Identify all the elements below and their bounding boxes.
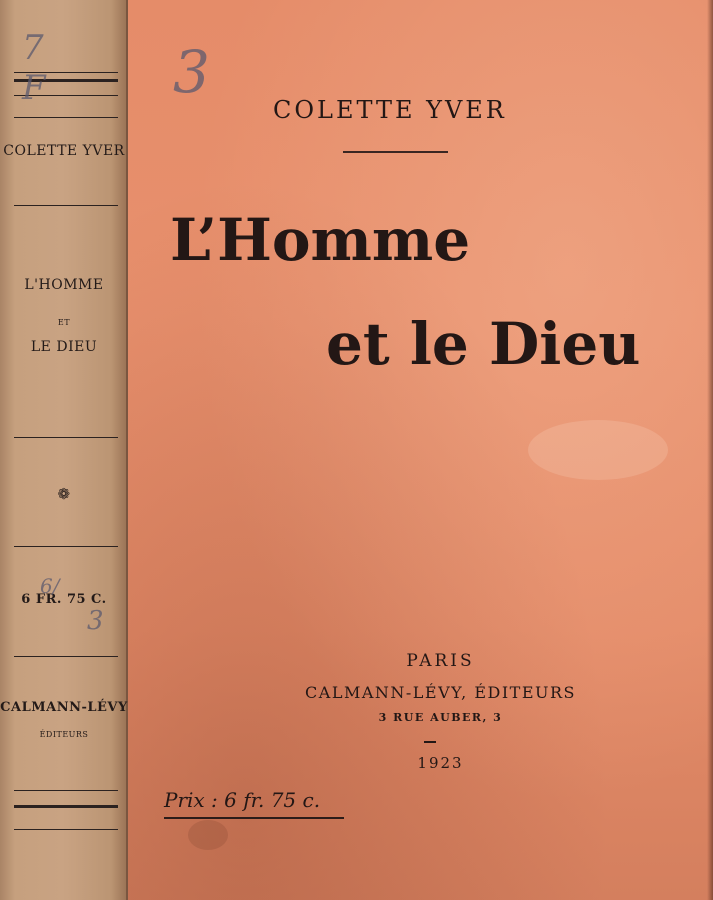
cover-title-line1: L’Homme <box>170 206 471 274</box>
handwritten-scribble: 6/ <box>40 574 60 598</box>
spine-ornament-icon: ❁ <box>57 485 71 503</box>
book-spine <box>0 0 128 900</box>
spine-rule <box>14 546 118 547</box>
imprint-publisher: CALMANN-LÉVY, ÉDITEURS <box>305 683 576 702</box>
spine-rule <box>14 437 118 438</box>
handwritten-shelfmark: 7 F <box>22 28 78 108</box>
spine-rule <box>14 790 118 791</box>
imprint-dash <box>424 741 436 743</box>
spine-price: 6 FR. 75 C. <box>21 592 107 607</box>
cover-title-line2: et le Dieu <box>326 310 641 378</box>
spine-author: COLETTE YVER <box>3 143 125 159</box>
cover-author: COLETTE YVER <box>273 96 507 124</box>
spine-rule <box>14 656 118 657</box>
price-rule <box>164 817 344 819</box>
author-rule <box>343 151 448 153</box>
cover-edge-shadow <box>707 0 713 900</box>
cover-price: Prix : 6 fr. 75 c. <box>164 788 321 812</box>
spine-publisher-role: ÉDITEURS <box>39 730 89 739</box>
spine-rule <box>14 805 118 808</box>
spine-rule <box>14 829 118 830</box>
spine-title-line1: L'HOMME <box>24 277 104 293</box>
handwritten-cover-number: 3 <box>173 38 210 106</box>
imprint-address: 3 RUE AUBER, 3 <box>378 711 503 724</box>
imprint-city: PARIS <box>406 651 475 671</box>
paper-stain <box>528 420 668 480</box>
spine-title-line2: LE DIEU <box>30 339 98 355</box>
spine-title-et: ET <box>57 318 71 327</box>
spine-rule <box>14 205 118 206</box>
paper-stain <box>188 820 228 850</box>
spine-publisher: CALMANN-LÉVY <box>0 700 128 715</box>
spine-rule <box>14 117 118 118</box>
imprint-year: 1923 <box>417 754 464 772</box>
handwritten-spine-number: 3 <box>87 606 104 636</box>
front-cover <box>128 0 713 900</box>
